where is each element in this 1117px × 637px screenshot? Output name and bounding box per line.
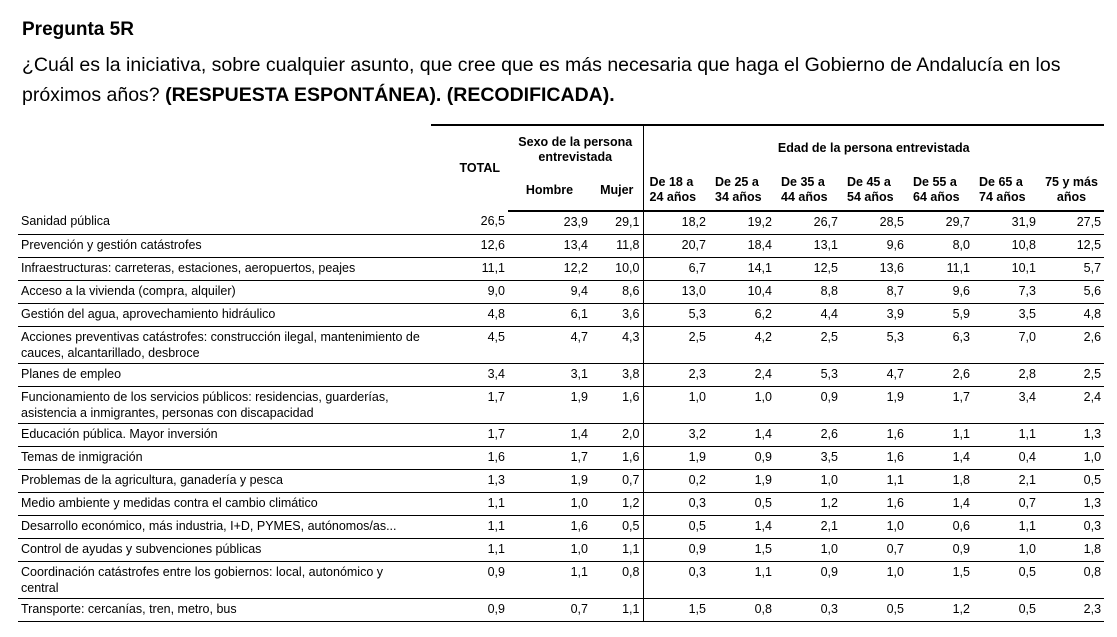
cell-value: 2,6: [907, 363, 973, 386]
cell-value: 1,1: [973, 515, 1039, 538]
table-row: [18, 363, 1104, 386]
cell-value: 0,8: [709, 598, 775, 621]
cell-value: 9,0: [431, 280, 508, 303]
cell-value: 6,7: [643, 257, 709, 280]
cell-value: 10,8: [973, 234, 1039, 257]
cell-value: 5,3: [841, 326, 907, 363]
cell-value: 0,8: [1039, 561, 1104, 598]
row-label: Medio ambiente y medidas contra el cambio climático: [18, 492, 431, 515]
table-row: [18, 211, 1104, 234]
cell-value: 18,4: [709, 234, 775, 257]
cell-value: 1,1: [841, 469, 907, 492]
cell-value: 8,0: [907, 234, 973, 257]
cell-value: 0,5: [1039, 469, 1104, 492]
age-header: De 45 a 54 años: [841, 170, 907, 211]
cell-value: 11,8: [591, 234, 643, 257]
cell-value: 23,9: [508, 211, 591, 234]
cell-value: 1,4: [709, 423, 775, 446]
cell-value: 14,1: [709, 257, 775, 280]
sexo-group-header: Sexo de la persona entrevistada: [508, 125, 643, 170]
cell-value: 1,6: [431, 446, 508, 469]
cell-value: 3,2: [643, 423, 709, 446]
cell-value: 5,6: [1039, 280, 1104, 303]
cell-value: 11,1: [907, 257, 973, 280]
cell-value: 1,0: [709, 386, 775, 423]
row-label-header: [18, 125, 431, 211]
cell-value: 1,4: [709, 515, 775, 538]
question-emphasis: (RESPUESTA ESPONTÁNEA). (RECODIFICADA).: [165, 84, 615, 106]
cell-value: 28,5: [841, 211, 907, 234]
cell-value: 4,8: [1039, 303, 1104, 326]
cell-value: 0,5: [591, 515, 643, 538]
cell-value: 1,0: [775, 469, 841, 492]
table-row: [18, 446, 1104, 469]
cell-value: 0,4: [973, 446, 1039, 469]
cell-value: 0,7: [508, 598, 591, 621]
cell-value: 1,1: [431, 538, 508, 561]
cell-value: 7,3: [973, 280, 1039, 303]
cell-value: 29,1: [591, 211, 643, 234]
cell-value: 3,6: [591, 303, 643, 326]
cell-value: 1,2: [907, 598, 973, 621]
cell-value: 2,6: [1039, 326, 1104, 363]
cell-value: 1,6: [508, 515, 591, 538]
row-label: Control de ayudas y subvenciones públicas: [18, 538, 431, 561]
cell-value: 13,6: [841, 257, 907, 280]
cell-value: 0,9: [775, 561, 841, 598]
cell-value: 0,3: [643, 492, 709, 515]
cell-value: 1,9: [709, 469, 775, 492]
cell-value: 2,4: [709, 363, 775, 386]
cell-value: 19,2: [709, 211, 775, 234]
row-label: Desarrollo económico, más industria, I+D, PYMES, autónomos/as...: [18, 515, 431, 538]
cell-value: 1,7: [431, 386, 508, 423]
cell-value: 1,2: [591, 492, 643, 515]
cell-value: 5,7: [1039, 257, 1104, 280]
cell-value: 0,9: [709, 446, 775, 469]
cell-value: 0,9: [907, 538, 973, 561]
cell-value: 1,7: [508, 446, 591, 469]
row-label: Temas de inmigración: [18, 446, 431, 469]
cell-value: 1,0: [841, 561, 907, 598]
cell-value: 1,1: [591, 598, 643, 621]
row-label: Planes de empleo: [18, 363, 431, 386]
mujer-header: Mujer: [591, 170, 643, 211]
cell-value: 0,2: [643, 469, 709, 492]
cell-value: 1,4: [907, 446, 973, 469]
cell-value: 1,0: [841, 515, 907, 538]
hombre-header: Hombre: [508, 170, 591, 211]
cell-value: 4,7: [508, 326, 591, 363]
cell-value: 5,3: [775, 363, 841, 386]
cell-value: 0,3: [775, 598, 841, 621]
cell-value: 13,4: [508, 234, 591, 257]
cell-value: 0,3: [643, 561, 709, 598]
row-label: Sanidad pública: [18, 211, 431, 234]
row-label: Problemas de la agricultura, ganadería y pesca: [18, 469, 431, 492]
cell-value: 0,5: [973, 598, 1039, 621]
cell-value: 1,6: [591, 386, 643, 423]
cell-value: 1,5: [709, 538, 775, 561]
cell-value: 27,5: [1039, 211, 1104, 234]
cell-value: 2,1: [775, 515, 841, 538]
row-label: Transporte: cercanías, tren, metro, bus: [18, 598, 431, 621]
cell-value: 0,9: [431, 598, 508, 621]
cell-value: 2,5: [775, 326, 841, 363]
cell-value: 12,6: [431, 234, 508, 257]
cell-value: 0,7: [973, 492, 1039, 515]
cell-value: 0,5: [643, 515, 709, 538]
row-label: Educación pública. Mayor inversión: [18, 423, 431, 446]
cell-value: 2,3: [643, 363, 709, 386]
cell-value: 4,7: [841, 363, 907, 386]
table-row: [18, 257, 1104, 280]
cell-value: 0,3: [1039, 515, 1104, 538]
cell-value: 26,7: [775, 211, 841, 234]
cell-value: 8,7: [841, 280, 907, 303]
question-body: ¿Cuál es la iniciativa, sobre cualquier asunto, que cree que es más necesaria que haga el Gobierno de Andalucía en los próximos años?: [22, 54, 1061, 106]
cell-value: 1,2: [775, 492, 841, 515]
cell-value: 2,3: [1039, 598, 1104, 621]
age-header: De 35 a 44 años: [775, 170, 841, 211]
table-row: [18, 598, 1104, 621]
cell-value: 8,8: [775, 280, 841, 303]
row-label: Acceso a la vivienda (compra, alquiler): [18, 280, 431, 303]
cell-value: 1,9: [508, 469, 591, 492]
age-header: De 65 a 74 años: [973, 170, 1039, 211]
cell-value: 1,1: [591, 538, 643, 561]
cell-value: 1,1: [709, 561, 775, 598]
row-label: Gestión del agua, aprovechamiento hidráulico: [18, 303, 431, 326]
cell-value: 3,4: [431, 363, 508, 386]
cell-value: 1,0: [775, 538, 841, 561]
cell-value: 3,8: [591, 363, 643, 386]
cell-value: 1,4: [907, 492, 973, 515]
table-row: [18, 303, 1104, 326]
cell-value: 9,4: [508, 280, 591, 303]
table-row: [18, 280, 1104, 303]
cell-value: 1,0: [508, 492, 591, 515]
cell-value: 0,9: [643, 538, 709, 561]
results-table: [18, 124, 1104, 622]
cell-value: 4,2: [709, 326, 775, 363]
cell-value: 1,1: [907, 423, 973, 446]
cell-value: 2,1: [973, 469, 1039, 492]
cell-value: 10,1: [973, 257, 1039, 280]
cell-value: 10,4: [709, 280, 775, 303]
cell-value: 1,6: [591, 446, 643, 469]
cell-value: 4,5: [431, 326, 508, 363]
cell-value: 7,0: [973, 326, 1039, 363]
cell-value: 3,1: [508, 363, 591, 386]
cell-value: 0,9: [775, 386, 841, 423]
table-row: [18, 561, 1104, 598]
table-row: [18, 326, 1104, 363]
cell-value: 0,9: [431, 561, 508, 598]
cell-value: 1,5: [643, 598, 709, 621]
cell-value: 1,0: [643, 386, 709, 423]
cell-value: 4,3: [591, 326, 643, 363]
table-row: [18, 234, 1104, 257]
cell-value: 3,4: [973, 386, 1039, 423]
cell-value: 1,3: [1039, 492, 1104, 515]
cell-value: 6,3: [907, 326, 973, 363]
age-header: De 25 a 34 años: [709, 170, 775, 211]
cell-value: 13,1: [775, 234, 841, 257]
cell-value: 2,6: [775, 423, 841, 446]
cell-value: 0,6: [907, 515, 973, 538]
table-body: [18, 211, 1104, 621]
total-header: TOTAL: [431, 125, 508, 211]
cell-value: 3,9: [841, 303, 907, 326]
cell-value: 1,7: [907, 386, 973, 423]
cell-value: 12,5: [1039, 234, 1104, 257]
cell-value: 2,5: [643, 326, 709, 363]
cell-value: 1,9: [508, 386, 591, 423]
cell-value: 18,2: [643, 211, 709, 234]
table-row: [18, 423, 1104, 446]
age-header: De 55 a 64 años: [907, 170, 973, 211]
cell-value: 3,5: [973, 303, 1039, 326]
row-label: Infraestructuras: carreteras, estaciones, aeropuertos, peajes: [18, 257, 431, 280]
cell-value: 1,4: [508, 423, 591, 446]
table-row: [18, 515, 1104, 538]
cell-value: 0,5: [973, 561, 1039, 598]
table-row: [18, 492, 1104, 515]
cell-value: 1,0: [508, 538, 591, 561]
table-row: [18, 469, 1104, 492]
cell-value: 5,9: [907, 303, 973, 326]
cell-value: 1,1: [431, 492, 508, 515]
row-label: Coordinación catástrofes entre los gobiernos: local, autonómico y central: [18, 561, 431, 598]
cell-value: 1,8: [907, 469, 973, 492]
cell-value: 13,0: [643, 280, 709, 303]
cell-value: 5,3: [643, 303, 709, 326]
cell-value: 0,8: [591, 561, 643, 598]
cell-value: 1,0: [1039, 446, 1104, 469]
cell-value: 2,8: [973, 363, 1039, 386]
cell-value: 12,2: [508, 257, 591, 280]
cell-value: 1,1: [973, 423, 1039, 446]
cell-value: 12,5: [775, 257, 841, 280]
cell-value: 1,1: [508, 561, 591, 598]
cell-value: 1,9: [841, 386, 907, 423]
cell-value: 4,8: [431, 303, 508, 326]
table-row: [18, 538, 1104, 561]
cell-value: 4,4: [775, 303, 841, 326]
cell-value: 1,9: [643, 446, 709, 469]
row-label: Acciones preventivas catástrofes: construcción ilegal, mantenimiento de cauces, alcantarillado, desbroce: [18, 326, 431, 363]
cell-value: 6,1: [508, 303, 591, 326]
cell-value: 1,7: [431, 423, 508, 446]
cell-value: 20,7: [643, 234, 709, 257]
cell-value: 0,5: [709, 492, 775, 515]
cell-value: 1,6: [841, 492, 907, 515]
question-title: Pregunta 5R: [22, 19, 134, 40]
cell-value: 2,0: [591, 423, 643, 446]
cell-value: 1,3: [431, 469, 508, 492]
cell-value: 31,9: [973, 211, 1039, 234]
cell-value: 6,2: [709, 303, 775, 326]
cell-value: 1,8: [1039, 538, 1104, 561]
cell-value: 11,1: [431, 257, 508, 280]
cell-value: 0,5: [841, 598, 907, 621]
cell-value: 2,5: [1039, 363, 1104, 386]
age-header: 75 y más años: [1039, 170, 1104, 211]
cell-value: 3,5: [775, 446, 841, 469]
cell-value: 10,0: [591, 257, 643, 280]
cell-value: 9,6: [841, 234, 907, 257]
cell-value: 2,4: [1039, 386, 1104, 423]
cell-value: 1,5: [907, 561, 973, 598]
cell-value: 1,3: [1039, 423, 1104, 446]
cell-value: 26,5: [431, 211, 508, 234]
cell-value: 0,7: [841, 538, 907, 561]
cell-value: 0,7: [591, 469, 643, 492]
cell-value: 9,6: [907, 280, 973, 303]
cell-value: 29,7: [907, 211, 973, 234]
question-text: [22, 50, 1107, 110]
edad-group-header: Edad de la persona entrevistada: [643, 125, 1104, 170]
cell-value: 1,1: [431, 515, 508, 538]
row-label: Prevención y gestión catástrofes: [18, 234, 431, 257]
cell-value: 1,6: [841, 446, 907, 469]
table-row: [18, 386, 1104, 423]
cell-value: 1,0: [973, 538, 1039, 561]
cell-value: 1,6: [841, 423, 907, 446]
cell-value: 8,6: [591, 280, 643, 303]
row-label: Funcionamiento de los servicios públicos: residencias, guarderías, asistencia a inmigrantes, personas con discapacidad: [18, 386, 431, 423]
age-header: De 18 a 24 años: [643, 170, 709, 211]
